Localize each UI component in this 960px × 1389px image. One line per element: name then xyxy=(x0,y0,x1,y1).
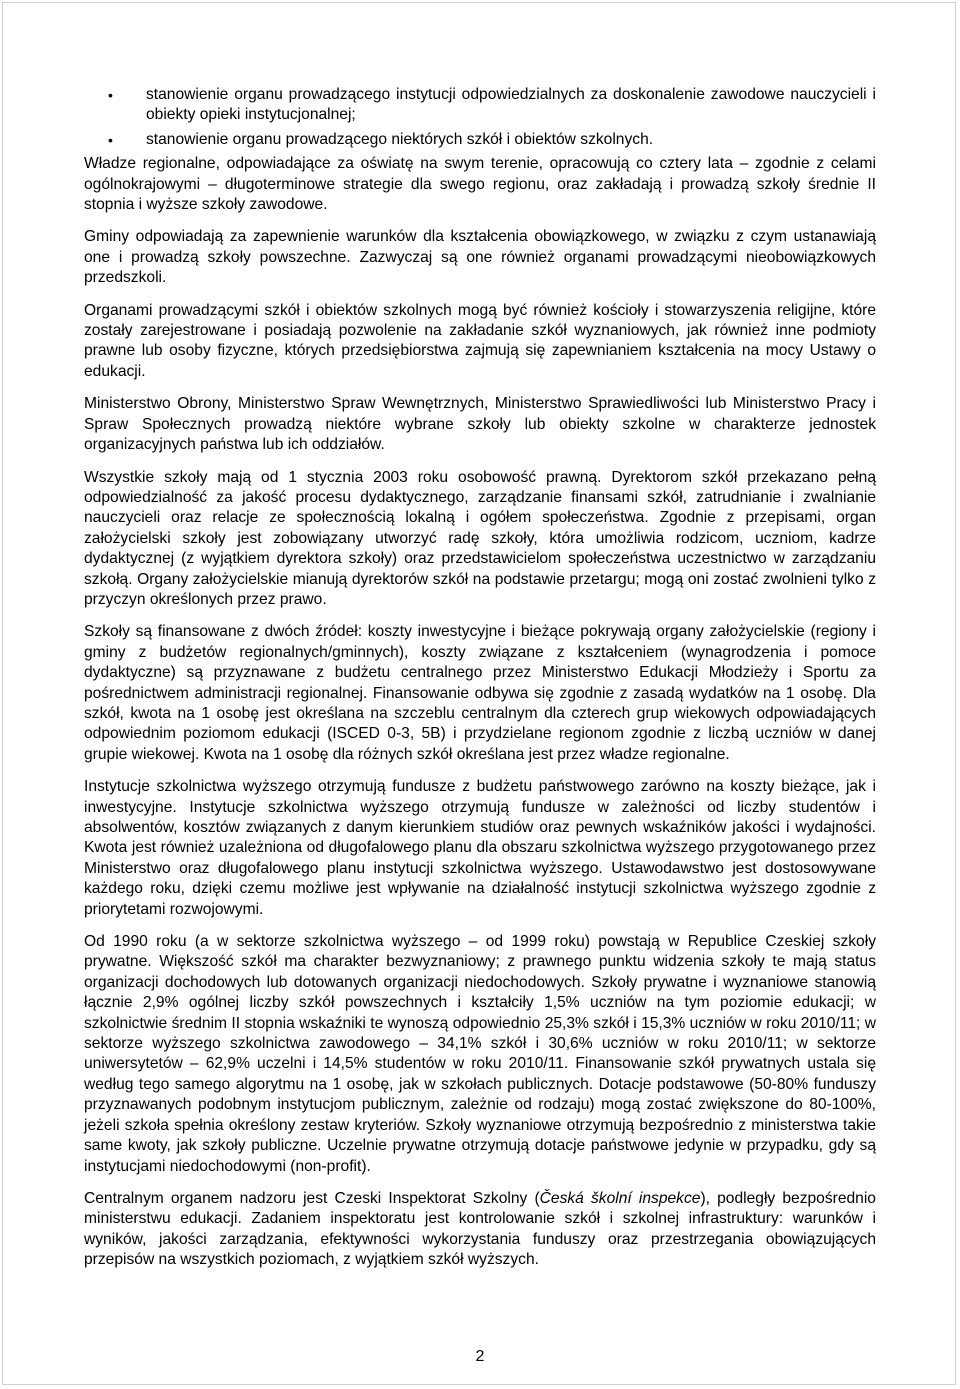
paragraph-regional-authorities: Władze regionalne, odpowiadające za oświatę na swym terenie, opracowują co cztery lata – zgodnie z celami ogólnokrajowymi – długoterminowe strategie dla swego regionu, oraz zakładają i prowadzą szkoły średnie II stopnia i wyższe szkoły zawodowe. xyxy=(84,155,876,214)
paragraph-inspectorate xyxy=(84,1189,876,1271)
paragraph-legal-personality: Wszystkie szkoły mają od 1 stycznia 2003 roku osobowość prawną. Dyrektorom szkół przekazano pełną odpowiedzialność za jakość procesu dydaktycznego, zarządzanie finansami szkół, zatrudnianie i zwalnianie nauczycieli oraz relacje ze społecznością lokalną i ogółem społeczeństwa. Zgodnie z przepisami, organ założycielski szkoły jest zobowiązany utworzyć radę szkoły, która umożliwia rodzicom, uczniom, kadrze dydaktycznej (z wyjątkiem dyrektora szkoły) oraz przedstawicielom społeczeństwa uczestnictwo w zarządzaniu szkołą. Organy założycielskie mianują dyrektorów szkół na podstawie przetargu; mogą oni zostać zwolnieni tylko z przyczyn określonych przez prawo. xyxy=(84,468,876,608)
document-body xyxy=(84,85,876,1283)
paragraph-municipalities: Gminy odpowiadają za zapewnienie warunków dla kształcenia obowiązkowego, w związku z czym ustanawiają one i prowadzą szkoły powszechne. Zazwyczaj są one również organami prowadzącymi nieobowiązkowych przedszkoli. xyxy=(84,228,876,287)
list-item xyxy=(84,85,876,126)
paragraph-financing: Szkoły są finansowane z dwóch źródeł: koszty inwestycyjne i bieżące pokrywają organy założycielskie (regiony i gminy z budżetów regionalnych/gminnych), koszty związane z kształceniem (wynagrodzenia i pomoce dydaktyczne) są przyznawane z budżetu centralnego przez Ministerstwo Edukacji Młodzieży i Sportu za pośrednictwem administracji regionalnej. Finansowanie odbywa się zgodnie z zasadą wydatków na 1 osobę. Dla szkół, kwota na 1 osobę jest określana na szczeblu centralnym dla czterech grup wiekowych odpowiadających odpowiednim poziomom edukacji (ISCED 0-3, 5B) i przydzielane regionom zgodnie z liczbą uczniów w danej grupie wiekowej. Kwota na 1 osobę dla różnych szkół określana jest przez władze regionalne. xyxy=(84,623,876,763)
bullet-icon: • xyxy=(108,131,113,148)
list-item-text: stanowienie organu prowadzącego niektórych szkół i obiektów szkolnych. xyxy=(146,130,654,148)
bullet-icon: • xyxy=(108,87,113,103)
paragraph-school-founders: Organami prowadzącymi szkół i obiektów szkolnych mogą być również kościoły i stowarzyszenia religijne, które zostały zarejestrowane i posiadają pozwolenie na zakładanie szkół wyznaniowych, jak również inne podmioty prawne lub osoby fizyczne, których przedsiębiorstwa zajmują się zapewnianiem kształcenia na mocy Ustawy o edukacji. xyxy=(84,301,876,380)
page-number: 2 xyxy=(475,1348,485,1365)
list-item-text: stanowienie organu prowadzącego instytucji odpowiedzialnych za doskonalenie zawodowe nauczycieli i obiekty opieki instytucjonalnej; xyxy=(146,86,876,124)
paragraph-inspectorate-before: Centralnym organem nadzoru jest Czeski Inspektorat Szkolny ( xyxy=(84,1189,540,1207)
paragraph-inspectorate-italic: Česká školní inspekce xyxy=(539,1189,701,1207)
paragraph-private-schools: Od 1990 roku (a w sektorze szkolnictwa wyższego – od 1999 roku) powstają w Republice Czeskiej szkoły prywatne. Większość szkół ma charakter bezwyznaniowy; z prawnego punktu widzenia szkoły te mają status organizacji dochodowych lub dotowanych organizacji niedochodowych. Szkoły prywatne i wyznaniowe stanowią łącznie 2,9% ogólnej liczby szkół powszechnych i kształciły 1,5% uczniów na tym poziomie edukacji; w szkolnictwie średnim II stopnia wskaźniki te wynoszą odpowiednio 25,3% szkół i 15,3% uczniów w roku 2010/11; w sektorze wyższego szkolnictwa zawodowego – 34,1% szkół i 30,6% uczniów w roku 2010/11; w sektorze uniwersytetów – 62,9% uczelni i 14,5% studentów w roku 2010/11. Finansowanie szkół prywatnych ustala się według tego samego algorytmu na 1 osobę, jak w szkołach publicznych. Dotacje podstawowe (50-80% funduszy przyznawanych podobnym instytucjom publicznym, zależnie od rodzaju) mogą zostać zwiększone do 80-100%, jeżeli szkoła spełnia określony zestaw kryteriów. Szkoły wyznaniowe otrzymują bezpośrednio z ministerstwa takie same kwoty, jak szkoły publiczne. Uczelnie prywatne otrzymują dotacje państwowe jedynie w przypadku, gdy są instytucjami niedochodowymi (non-profit). xyxy=(84,933,876,1175)
bullet-list xyxy=(84,85,876,150)
list-item xyxy=(84,130,876,150)
paragraph-higher-education: Instytucje szkolnictwa wyższego otrzymują fundusze z budżetu państwowego zarówno na koszty bieżące, jak i inwestycyjne. Instytucje szkolnictwa wyższego otrzymują fundusze w zależności od liczby studentów i absolwentów, kosztów związanych z danym kierunkiem studiów oraz pewnych wskaźników jakości i wydajności. Kwota jest również uzależniona od długofalowego planu dla obszaru szkolnictwa wyższego przygotowanego przez Ministerstwo oraz długofalowego planu instytucji szkolnictwa wyższego. Ustawodawstwo jest dostosowywane każdego roku, dzięki czemu możliwe jest wpływanie na działalność instytucji szkolnictwa wyższego zgodnie z priorytetami rozwojowymi. xyxy=(84,778,876,918)
paragraph-ministries: Ministerstwo Obrony, Ministerstwo Spraw Wewnętrznych, Ministerstwo Sprawiedliwości lub Ministerstwo Pracy i Spraw Społecznych prowadzą niektóre wybrane szkoły lub obiekty szkolne w charakterze jednostek organizacyjnych państwa lub ich oddziałów. xyxy=(84,395,876,454)
paragraph-inspectorate-after: ), podległy bezpośrednio ministerstwu edukacji. Zadaniem inspektoratu jest kontrolowanie szkół i szkolnej infrastruktury: warunków i wyników, jakości zarządzania, efektywności wykorzystania funduszy oraz przestrzegania obowiązujących przepisów na wszystkich poziomach, z wyjątkiem szkół wyższych. xyxy=(84,1189,876,1269)
